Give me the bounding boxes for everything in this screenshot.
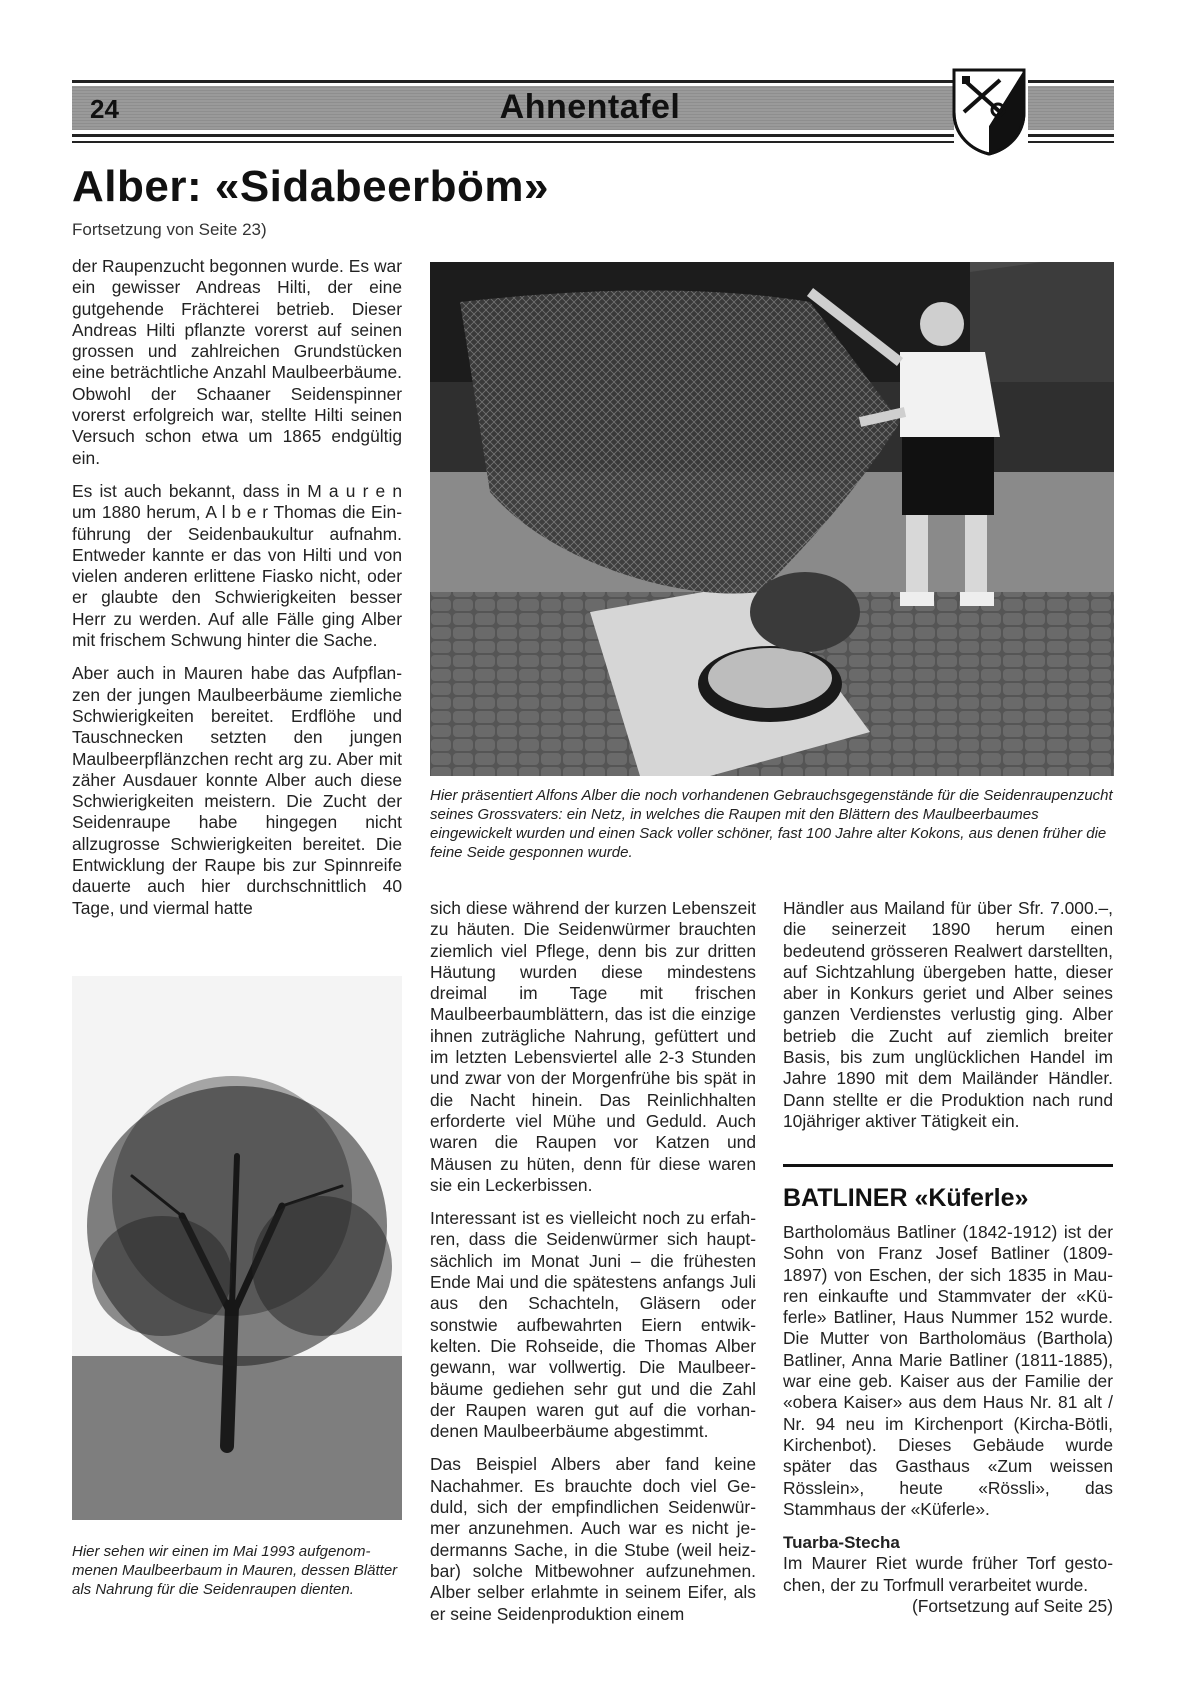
coat-of-arms-icon: [950, 66, 1028, 156]
paragraph: sich diese während der kurzen Lebenszeit zu häuten. Die Seidenwürmer brauchten ziemlich viel Pflege, denn bis zur dritten Häutung wurden diese mindestens dreimal im Tage mit frischen Maulbeerbaumblättern, das ist die einzige ihnen zuträgliche Nahrung, gefüttert und im letzten Lebensviertel alle 2-3 Stunden und zwar von der Morgenfrühe bis spät in die Nacht hinein. Das Reinlichhalten erforderte viel Mühe und Geduld. Auch waren die Raupen vor Katzen und Mäusen zu hüten, denn für diese waren sie ein Leckerbissen.: [430, 898, 756, 1195]
header-bar-right: [1028, 86, 1114, 130]
header-rule-top: [72, 80, 954, 83]
tuarba-stecha-subheading: Tuarba-Stecha: [783, 1533, 900, 1553]
section-title: Ahnentafel: [499, 88, 681, 126]
continued-from-note: Fortsetzung von Seite 23): [72, 220, 267, 239]
section-divider: [783, 1164, 1113, 1167]
header-rule-bottom-right: [1028, 134, 1114, 137]
header-rule-top-right: [1028, 80, 1114, 83]
photo-caption-tree: Hier sehen wir einen im Mai 1993 aufgenommenen Maulbeerbaum in Mauren, dessen Blätter als Nahrung für die Seidenraupen dienten.: [72, 1543, 398, 1598]
page-number: 24: [90, 94, 119, 124]
right-column-top: [783, 898, 1113, 1132]
paragraph: Interessant ist es vielleicht noch zu erfahren, dass die Seidenwürmer sich hauptsächlich im Monat Juni – die frühesten Ende Mai und die spätestens anfangs Juli aus den Schachteln, Gläsern oder sonstwie aufbewahrten Eiern entwikkelten. Die Rohseide, die Thomas Alber gewann, war vollwertig. Die Maulbeerbäume gediehen sehr gut und die Zahl der Raupen waren gut auf die vorhandenen Maulbeerbäume abgestimmt.: [430, 1208, 756, 1442]
header-rule-bottom: [72, 134, 954, 137]
paragraph: Im Maurer Riet wurde früher Torf gestochen, der zu Torfmull verarbeitet wurde.: [783, 1553, 1113, 1595]
paragraph: Es ist auch bekannt, dass in M a u r e n um 1880 herum, A l b e r Thomas die Einführung der Seidenbaukultur aufnahm. Entweder kannte er das von Hilti und von vielen anderen erlittene Fiasko nicht, oder er glaubte den Schwierigkeiten besser Herr zu werden. Auf alle Fälle ging Alber mit frischem Schwung hinter die Sache.: [72, 480, 402, 651]
batliner-heading: BATLINER «Küferle»: [783, 1184, 1029, 1212]
photo-caption-net: Hier präsentiert Alfons Alber die noch vorhandenen Gebrauchsgegenstände für die Seidenraupenzucht seines Grossvaters: ein Netz, in welches die Raupen mit den Blättern des Maulbeerbaumes eingewickelt wurden und einen Sack voller schöner, fast 100 Jahre alter Kokons, aus denen früher die feine Seide gesponnen wurde.: [430, 787, 1113, 861]
paragraph: Aber auch in Mauren habe das Aufpflanzen der jungen Maulbeerbäume ziemliche Schwierigkeiten bereitet. Erdflöhe und Tauschnecken setzten den jungen Maulbeerpflänzchen recht arg zu. Aber mit zäher Ausdauer konnte Alber auch diese Schwierigkeiten meistern. Die Zucht der Seidenraupe habe hingegen nicht allzugrosse Schwierigkeiten bereitet. Die Entwicklung der Raupe bis zur Spinnreife dauerte auch hier durchschnittlich 40 Tage, und viermal hatte: [72, 663, 402, 918]
paragraph: Händler aus Mailand für über Sfr. 7.000.–, die seinerzeit 1890 herum einen bedeutend grösseren Realwert darstellten, auf Sichtzahlung übergeben hatte, dieser aber in Konkurs geriet und Alber seines ganzen Verdienstes verlustig ging. Alber betrieb die Zucht auf ziemlich breiter Basis, bis zum unglücklichen Handel im Jahre 1890 mit dem Mailänder Händler. Dann stellte er die Produktion nach rund 10jähriger aktiver Tätigkeit ein.: [783, 898, 1113, 1131]
right-column-bottom: [783, 1222, 1113, 1617]
paragraph: Das Beispiel Albers aber fand keine Nachahmer. Es brauchte doch viel Geduld, sich der empfindlichen Seidenwürmer anzunehmen. Auch war es nicht jedermanns Sache, in die Stube (weil heizbar) solche Mitbewohner aufzunehmen. Alber selber erlahmte in seinem Eifer, als er seine Seidenproduktion einem: [430, 1454, 756, 1624]
photo-mulberry-tree: [72, 976, 402, 1520]
paragraph: Bartholomäus Batliner (1842-1912) ist der Sohn von Franz Josef Batliner (1809-1897) von Eschen, der sich 1835 in Mauren einkaufte und Stammvater der «Küferle» Batliner, Haus Nummer 152 wurde. Die Mutter von Bartholomäus (Barthola) Batliner, Anna Marie Batliner (1811-1885), war eine geb. Kaiser aus der Familie der «obera Kaiser» aus dem Haus Nr. 81 alt / Nr. 94 neu im Kirchenport (Kircha-Bötli, Kirchenbot). Dieses Gebäude wurde später das Gasthaus «Zum weissen Rösslein», heute «Rössli», das Stammhaus der «Küferle».: [783, 1222, 1113, 1519]
left-column: [72, 256, 402, 919]
middle-column: [430, 898, 756, 1625]
paragraph: der Raupenzucht begonnen wurde. Es war ein gewisser Andreas Hilti, der eine gutgehende Frächterei betrieb. Dieser Andreas Hilti pflanzte vorerst auf seinen grossen und zahlreichen Grundstücken eine beträchtliche Anzahl Maulbeerbäume. Obwohl der Schaaner Seidenspinner vorerst erfolgreich war, stellte Hilti seinen Versuch schon etwa um 1865 endgültig ein.: [72, 256, 402, 468]
article-title: Alber: «Sidabeerböm»: [72, 162, 550, 211]
header-rule-bottom-2: [72, 141, 954, 143]
photo-alfons-alber-net: [430, 262, 1114, 776]
continued-on-note: (Fortsetzung auf Seite 25): [911, 1596, 1113, 1617]
header-rule-bottom-2-right: [1028, 141, 1114, 143]
